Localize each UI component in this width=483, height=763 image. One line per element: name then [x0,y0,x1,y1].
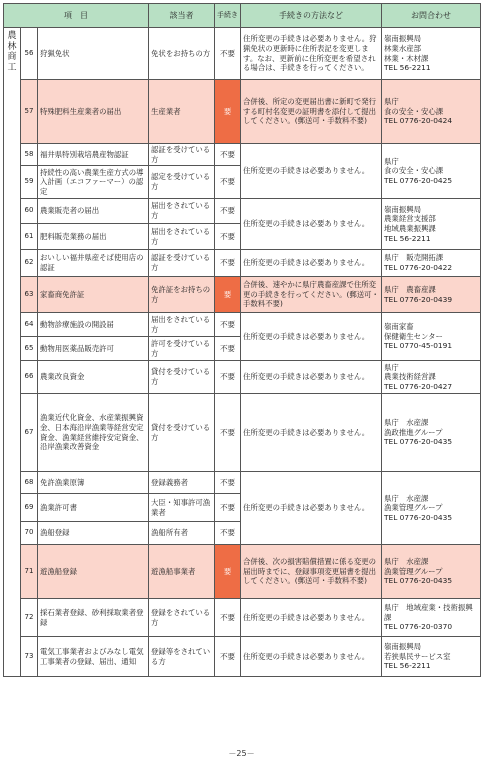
row-applicable: 認証を受けている方 [149,250,215,277]
row-procedure: 不要 [215,166,241,199]
table-row [4,199,481,224]
row-applicable: 認証を受けている方 [149,144,215,166]
row-applicable: 生産業者 [149,80,215,144]
row-number: 62 [21,250,38,277]
row-number: 59 [21,166,38,199]
table-row [4,144,481,166]
header-item: 項 目 [4,4,149,28]
row-item: 採石業者登録、砂利採取業者登録 [38,599,149,637]
row-number: 63 [21,277,38,313]
table-row [4,250,481,277]
row-applicable: 貸付を受けている方 [149,361,215,394]
table-row [4,80,481,144]
row-applicable: 許可を受けている方 [149,337,215,361]
row-item: 漁業許可書 [38,494,149,522]
row-applicable: 遊漁船事業者 [149,545,215,599]
table-row [4,28,481,80]
row-item: 動物用医薬品販売許可 [38,337,149,361]
table-row [4,599,481,637]
row-number: 61 [21,224,38,250]
row-applicable: 認定を受けている方 [149,166,215,199]
procedure-table-container [3,3,480,677]
row-contact: 県庁 地域産業・技術振興課 TEL 0776-20-0370 [382,599,481,637]
row-item: 漁船登録 [38,522,149,545]
table-header [4,4,481,28]
row-item: 肥料販売業務の届出 [38,224,149,250]
row-method: 住所変更の手続きは必要ありません。 [241,637,382,677]
row-number: 73 [21,637,38,677]
row-method: 住所変更の手続きは必要ありません。狩猟免状の更新時に住所表記を変更します。なお、更新前に住所変更を希望される場合は、手続きを行ってください。 [241,28,382,80]
row-contact: 嶺南振興局 林業水産部 林業・木材課 TEL 56-2211 [382,28,481,80]
row-contact: 嶺南振興局 農業経営支援部 地域農業振興課 TEL 56-2211 [382,199,481,250]
row-item: 遊漁船登録 [38,545,149,599]
row-item: 持続性の高い農業生産方式の導入計画（エコファーマー）の認定 [38,166,149,199]
table-row [4,394,481,472]
row-method: 合併後、速やかに県庁農畜産課で住所変更の手続きを行ってください。(郵送可・手数料不要) [241,277,382,313]
row-procedure: 不要 [215,472,241,494]
row-item: 漁業近代化資金、水産業振興資金、日本海沿岸漁業等経営安定資金、漁業経営維持安定資金、沿岸漁業改善資金 [38,394,149,472]
table-row [4,637,481,677]
row-applicable: 大臣・知事許可漁業者 [149,494,215,522]
row-number: 70 [21,522,38,545]
row-procedure: 不要 [215,144,241,166]
row-method: 住所変更の手続きは必要ありません。 [241,599,382,637]
row-contact: 県庁 水産課 漁政推進グループ TEL 0776-20-0435 [382,394,481,472]
row-number: 67 [21,394,38,472]
row-applicable: 漁船所有者 [149,522,215,545]
row-item: おいしい福井県産そば使用店の認証 [38,250,149,277]
row-item: 農業販売者の届出 [38,199,149,224]
row-applicable: 届出をされている方 [149,199,215,224]
row-contact: 県庁 水産課 漁業管理グループ TEL 0776-20-0435 [382,545,481,599]
row-procedure: 不要 [215,361,241,394]
row-procedure: 不要 [215,28,241,80]
row-number: 69 [21,494,38,522]
row-contact: 県庁 水産課 漁業管理グループ TEL 0776-20-0435 [382,472,481,545]
row-number: 68 [21,472,38,494]
row-applicable: 免状をお持ちの方 [149,28,215,80]
row-contact: 嶺南家畜 保健衛生センター TEL 0770-45-0191 [382,313,481,361]
row-procedure-required: 要 [215,277,241,313]
row-method: 合併後、所定の変更届出書に新町で発行する町村名変更の証明書を添付して提出してください。(郵送可・手数料不要) [241,80,382,144]
row-applicable: 登録をされている方 [149,599,215,637]
row-number: 65 [21,337,38,361]
row-number: 58 [21,144,38,166]
row-method: 住所変更の手続きは必要ありません。 [241,199,382,250]
category-label: 農 林 商 工 [4,28,21,677]
row-item: 福井県特別栽培農産物認証 [38,144,149,166]
row-number: 66 [21,361,38,394]
row-method: 合併後、次の損害賠償措置に係る変更の届出時までに、登録事項変更届書を提出してください。(郵送可・手数料不要) [241,545,382,599]
table-row [4,361,481,394]
row-number: 71 [21,545,38,599]
header-method: 手続きの方法など [241,4,382,28]
row-method: 住所変更の手続きは必要ありません。 [241,394,382,472]
header-procedure: 手続き [215,4,241,28]
row-method: 住所変更の手続きは必要ありません。 [241,361,382,394]
header-applicable: 該当者 [149,4,215,28]
row-procedure: 不要 [215,224,241,250]
row-contact: 県庁 食の安全・安心課 TEL 0776-20-0424 [382,80,481,144]
row-procedure: 不要 [215,337,241,361]
row-item: 免許漁業原簿 [38,472,149,494]
row-item: 狩猟免状 [38,28,149,80]
row-contact: 県庁 食の安全・安心課 TEL 0776-20-0425 [382,144,481,199]
procedure-table [3,3,481,677]
row-applicable: 届出をされている方 [149,224,215,250]
row-procedure: 不要 [215,637,241,677]
row-number: 57 [21,80,38,144]
row-applicable: 登録義務者 [149,472,215,494]
row-procedure: 不要 [215,494,241,522]
row-applicable: 登録等をされている方 [149,637,215,677]
row-procedure: 不要 [215,522,241,545]
row-applicable: 貸付を受けている方 [149,394,215,472]
row-procedure: 不要 [215,250,241,277]
row-item: 電気工事業者およびみなし電気工事業者の登録、届出、通知 [38,637,149,677]
row-contact: 県庁 農畜産課 TEL 0776-20-0439 [382,277,481,313]
row-procedure: 不要 [215,313,241,337]
row-procedure: 不要 [215,394,241,472]
row-method: 住所変更の手続きは必要ありません。 [241,472,382,545]
row-procedure: 不要 [215,199,241,224]
row-procedure-required: 要 [215,545,241,599]
table-row [4,472,481,494]
row-contact: 嶺南振興局 若狭県民サービス室 TEL 56-2211 [382,637,481,677]
row-number: 64 [21,313,38,337]
table-row [4,277,481,313]
table-row [4,313,481,337]
row-procedure: 不要 [215,599,241,637]
row-method: 住所変更の手続きは必要ありません。 [241,144,382,199]
page-number: －25－ [228,749,255,758]
row-method: 住所変更の手続きは必要ありません。 [241,250,382,277]
header-contact: お問合わせ [382,4,481,28]
row-method: 住所変更の手続きは必要ありません。 [241,313,382,361]
row-contact: 県庁 販売開拓課 TEL 0776-20-0422 [382,250,481,277]
row-item: 家畜商免許証 [38,277,149,313]
row-number: 60 [21,199,38,224]
row-applicable: 免許証をお持ちの方 [149,277,215,313]
row-item: 動物診療施設の開設届 [38,313,149,337]
row-applicable: 届出をされている方 [149,313,215,337]
row-contact: 県庁 農業技術経営課 TEL 0776-20-0427 [382,361,481,394]
row-procedure-required: 要 [215,80,241,144]
row-item: 特殊肥料生産業者の届出 [38,80,149,144]
row-number: 72 [21,599,38,637]
row-number: 56 [21,28,38,80]
table-row [4,545,481,599]
row-item: 農業改良資金 [38,361,149,394]
